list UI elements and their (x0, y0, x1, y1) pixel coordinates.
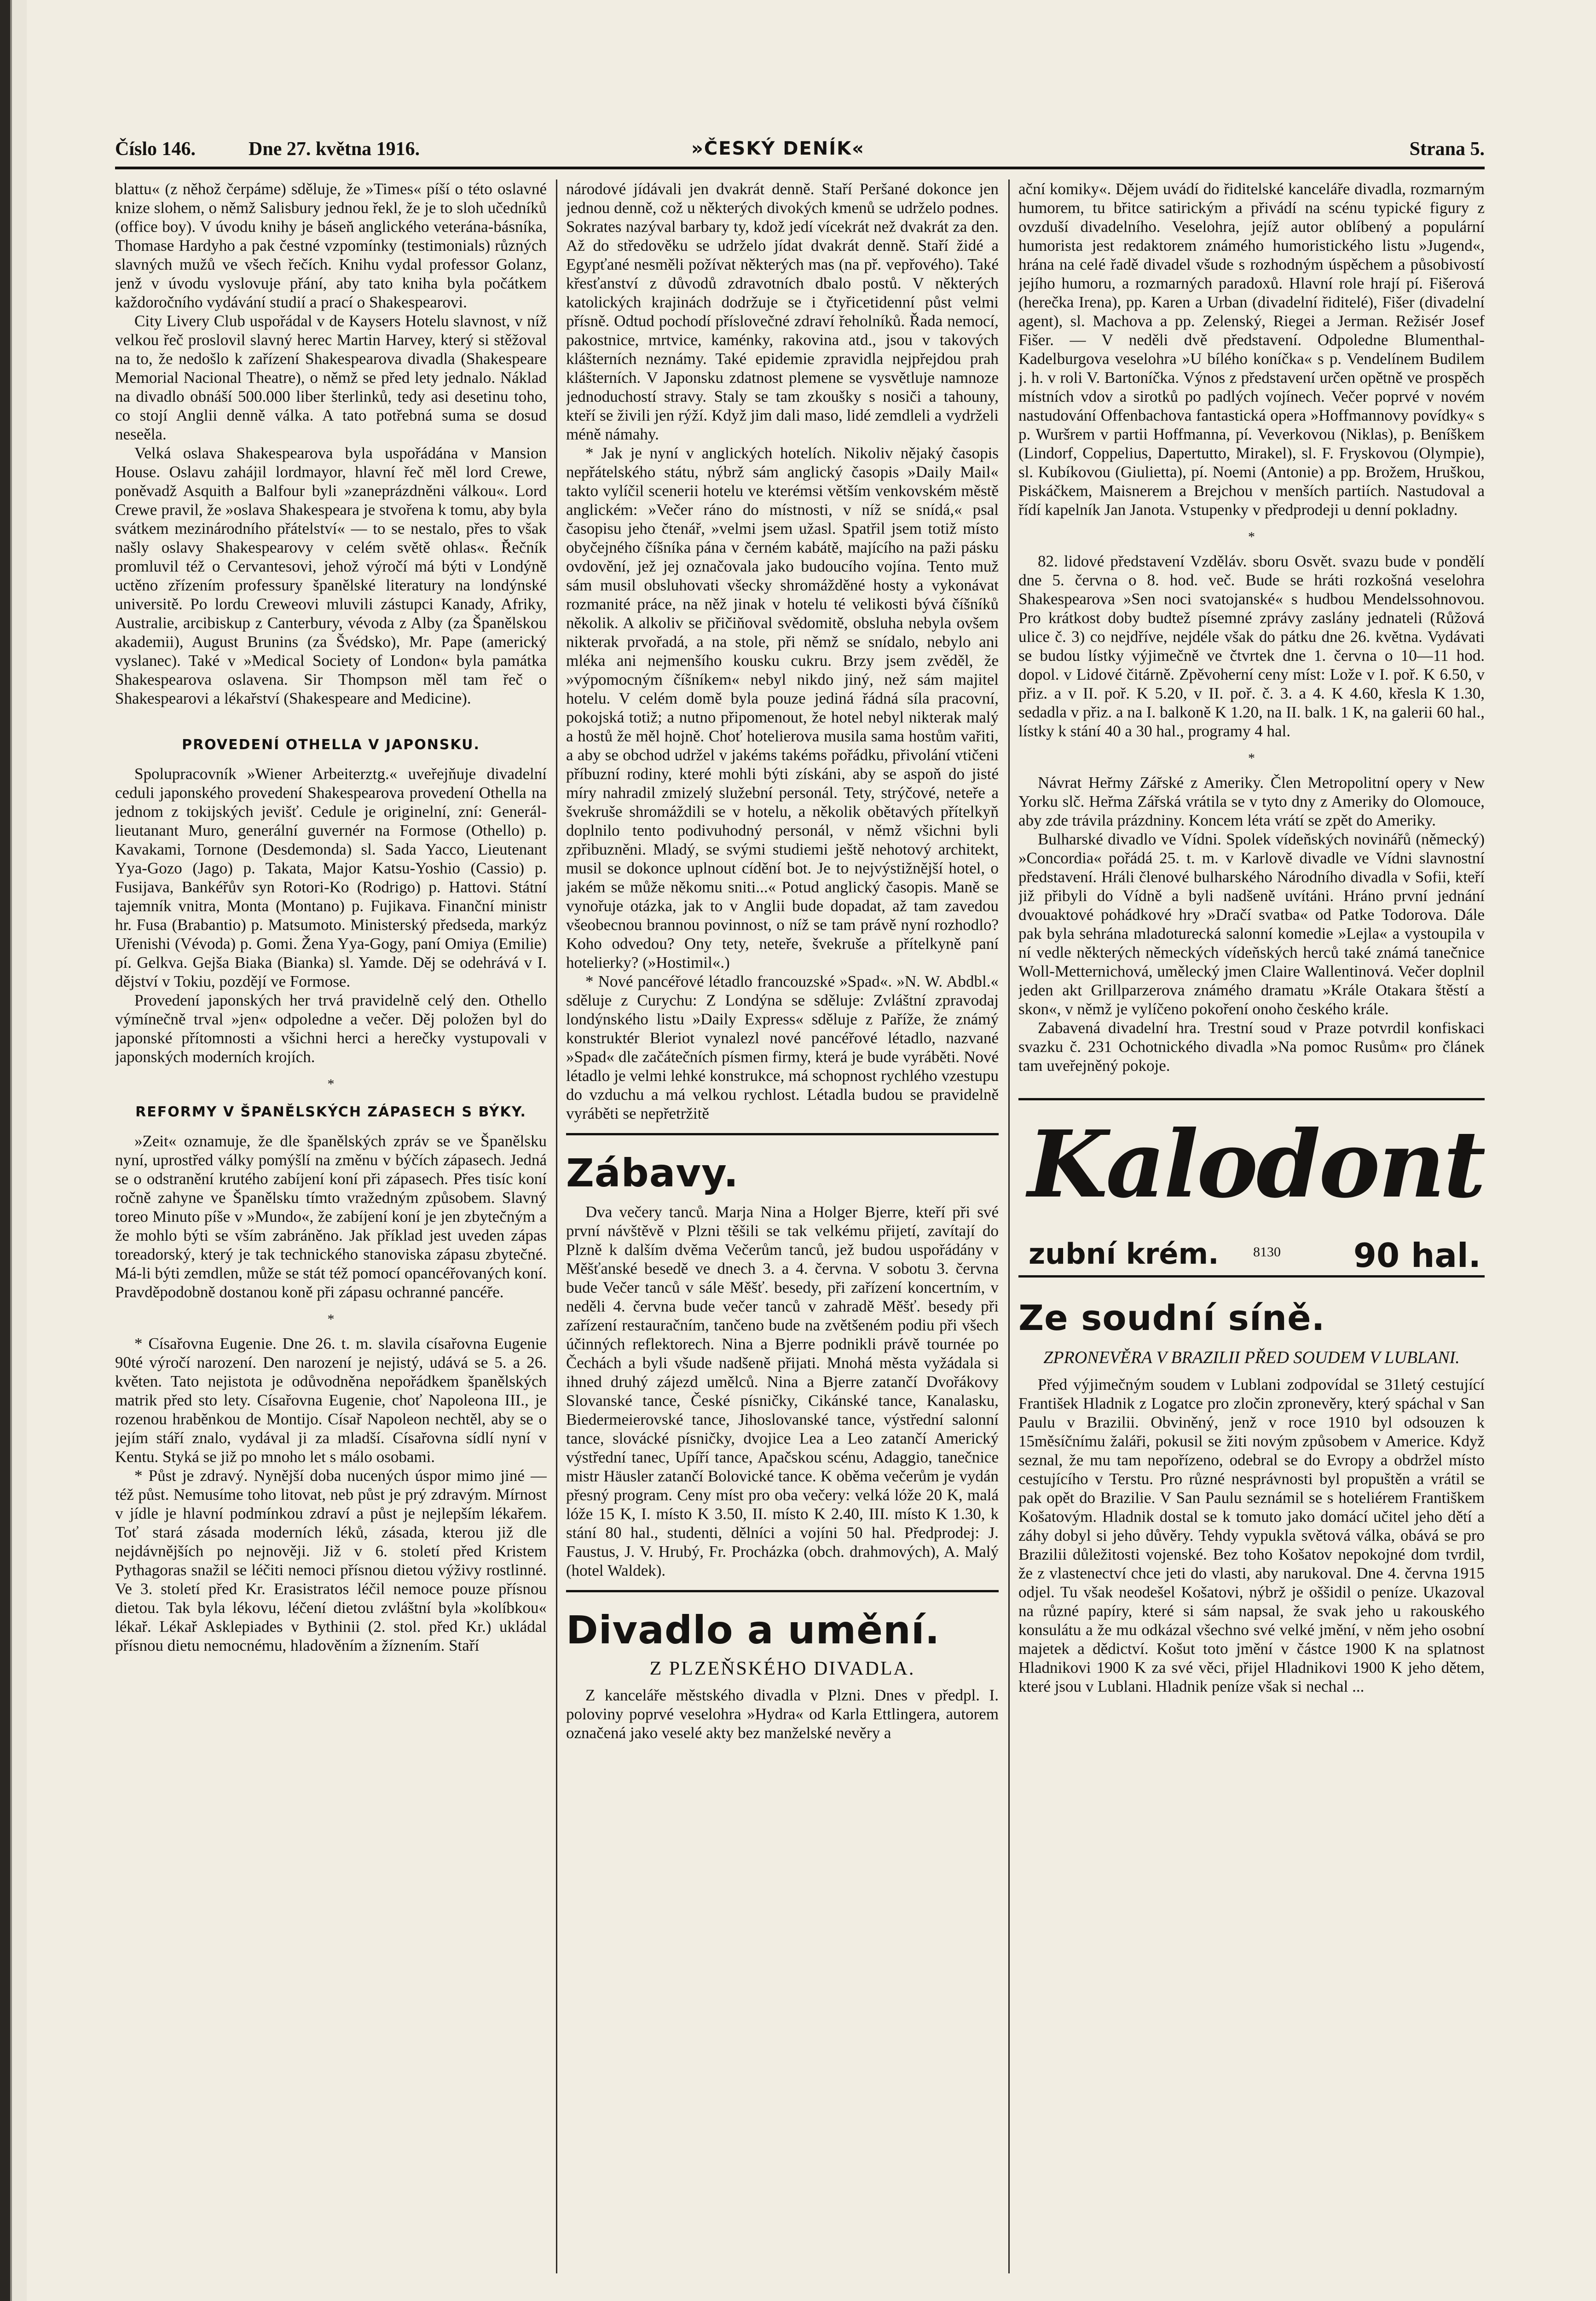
section-heading: PROVEDENÍ OTHELLA V JAPONSKU. (182, 737, 480, 753)
scan-edge (0, 0, 27, 2301)
section-heading-divadlo: Divadlo a umění. (566, 1607, 940, 1653)
article-text: ační komiky«. Dějem uvádí do řiditelské kanceláře divadla, rozmarným humorem, tu břitce satirickým a přivádí na scénu typické figury z ovzduší divadelního. Veselohra, jejíž autor oblíbený a populární humorista jest redaktorem známého humoristického listu »Jugend«, hrána na celé řadě divadel všude s rozhodným úspěchem a působivostí jejího humoru, a rozmarných paradoxů. Hlavní role hrají pí. Fišerová (herečka Irena), pp. Karen a Urban (divadelní řiditelé), Fišer (divadelní agent), sl. Machova a pp. Zelenský, Riegei a Jerman. Režisér Josef Fišer. — V neděli dvě představení. Odpoledne Blumenthal-Kadelburgova veselohra »U bílého koníčka« s p. Vendelínem Budilem j. h. v roli V. Bartoníčka. Výnos z představení určen opětně ve prospěch místních vdov a sirotků po padlých vojínech. Večer poprvé v novém nastudování Offenbachova fantastická opera »Hoffmannovy povídky« s p. Wuršrem v partii Hoffmanna, pí. Veverkovou (Niklas), p. Beníškem (Lindorf, Coppelius, Dapertutto, Mirakel), sl. F. Fryskovou (Olympie), sl. Kubíkovou (Giulietta), pí. Noemi (Antonie) a pp. Brožem, Hruškou, Piskáčkem, Maisnerem a Brejchou v menších partiích. Nastudoval a řídí kapelník Jan Janota. Vstupenky v předprodeji u denní pokladny. (1018, 180, 1485, 519)
section-rule (566, 1590, 999, 1592)
article-text: * Jak je nyní v anglických hotelích. Nikoliv nějaký časopis nepřátelského státu, nýbrž sám anglický časopis »Daily Mail« takto vylíčil scenerii hotelu ve kterémsi větším venkovském městě anglickém: »Večer ráno do místnosti, v níž se snídá,« psal časopisu jeho čtenář, »velmi jsem užasl. Spatřil jsem totiž místo obyčejného číšníka pána v černém kabátě, majícího na paži pásku ovdovění, jež jej označovala jako budoucího vojína. Tento muž sám musil obsluhovati všecky shromážděné hosty a vykonávat rozmanité práce, na něž jinak v hotelu té velikosti bývá číšníků několik. A alkoliv se přičiňoval svědomitě, obsluha nebyla ovšem nikterak prvořadá, a na stole, při němž se snídalo, nebylo ani mléka ani nejmenšího kousku cukru. Brzy jsem zvěděl, že »výpomocným číšníkem« nebyl nikdo jiný, než sám majitel hotelu. V celém domě byla pouze jediná řádná síla pracovní, pokojská totiž; a nutno připomenout, že hotel nebyl nikterak malý a hostů že měl hojně. Choť hotelierova musila sama hostům vařiti, a aby se obchod udržel v jakéms takéms pořádku, přivolání vtičeni příbuzní rodiny, které mohli býti získáni, aby se aspoň do jisté míry nahradil zmizelý služební personál. Tety, strýčové, neteře a švekruše shromáždili se v hotelu, a několik obětavých přítelkyň doplnilo tento podivuhodný personál, v němž všichni byli zpřibuzněni. Mladý, se svými studiemi ještě nehotový architekt, musil se dokonce uplnout cídění bot. Je to nejvýstižnější hotel, o jakém se může někomu sniti...« Potud anglický časopis. Maně se vynořuje otázka, jak to v Anglii bude dopadat, až tam zavedou všeobecnou brannou povinnost, o níž se tam právě nyní rozhodlo? Koho odvedou? Ony tety, neteře, švekruše a přítelkyně paní hotelierky? (»Hostimil«.) (566, 444, 999, 971)
article-text: Návrat Heřmy Zářské z Ameriky. Člen Metropolitní opery v New Yorku slč. Heřma Zářská vrátila se v tyto dny z Ameriky do Olomouce, aby zde trávila prázdniny. Koncem léta vrátí se zpět do Ameriky. (1018, 774, 1485, 829)
section-subheading: Z PLZEŇSKÉHO DIVADLA. (649, 1658, 915, 1679)
separator-star: * (1248, 751, 1255, 766)
ad-product-name: zubní krém. (1029, 1237, 1219, 1271)
article-text: 82. lidové představení Vzděláv. sboru Osvět. svazu bude v pondělí dne 5. června o 8. hod. več. Bude se hráti rozkošná veselohra Shakespearova »Sen noci svatojanské« s hudbou Mendelssohnovou. Pro krátkost doby budtež písemné zprávy zaslány jednateli (Růžová ulice č. 3) co nejdříve, nejdéle však do pátku dne 26. května. Vydávati se budou lístky výjimečně ve čtvrtek dne 1. června o 10—11 hod. dopol. v Lidové čitárně. Zpěvoherní ceny míst: Lože v I. poř. K 6.50, v přiz. a v II. poř. K 5.20, v II. poř. č. 3. a 4. K 4.60, křesla K 1.30, sedadla v přiz. a na I. balkoně K 1.20, na II. balk. 1 K, na galerii 60 hal., lístky k stání 40 a 30 hal., programy 4 hal. (1018, 552, 1485, 740)
newspaper-title: »ČESKÝ DENÍK« (691, 138, 865, 159)
separator-star: * (327, 1312, 335, 1327)
article-text: Před výjimečným soudem v Lublani zodpovídal se 31letý cestující František Hladnik z Logatce pro zločin zpronevěry, který spáchal v San Paulu v Brazilii. Obviněný, jenž v roce 1910 byl odsouzen k 15měsíčnímu žaláři, pokusil se žiti novým způsobem v Americe. Když seznal, že mu tam nepořízeno, odebral se do Evropy a obdržel místo cestujícího v Terstu. Pro různé nesprávnosti byl propuštěn a vrátil se pak opět do Brazilie. V San Paulu seznámil se s hoteliérem Františkem Košatovým. Hladnik dostal se k tomuto jako domácí učitel jeho dětí a záhy dobyl si jeho důvěry. Tehdy vypukla světová válka, obává se pro Brazilii důležitosti vojenské. Bez toho Košatov nepokojné dom tvrdil, že z vlastenectví chce jeti do vlasti, aby narukoval. Dne 4. června 1915 odjel. Tu však neodešel Košatovi, nýbrž je oššidil o peníze. Ukazoval na různé papíry, které si sám napsal, že svak jeho u rakouského konsulátu a že mu odkázal všechno své velké jmění, v něm jeho osobní majetek a dědictví. Košut toto jmění v částce 1900 K na splatnost Hladnikovi 1900 K za své věci, přijel Hladnikovi 1900 K jeho dětem, které jsou v Lublani. Hladnik peníze však si nechal ... (1018, 1376, 1485, 1695)
section-heading: REFORMY V ŠPANĚLSKÝCH ZÁPASECH S BÝKY. (135, 1104, 526, 1120)
issue-date: Dne 27. května 1916. (249, 139, 420, 160)
article-text: blattu« (z něhož čerpáme) sděluje, že »Times« píší o této oslavné knize slohem, o němž Salisbury jednou řekl, že je to sloh učedníků (office boy). V úvodu knihy je báseň anglického veterána-básníka, Thomase Hardyho a pak čestné vzpomínky (testimonials) různých slavných mužů ve všech řečích. Knihu vydal professor Golanz, jenž v úvodu vyslovuje přání, aby tato kniha byla počátkem každoročního vydávání studií a prací o Shakespearovi. (115, 180, 547, 311)
column-divider-2 (1008, 179, 1010, 2273)
ad-brand-logo: Kalodont (1028, 1110, 1484, 1219)
column-divider-1 (556, 179, 557, 2273)
ad-code: 8130 (1253, 1244, 1281, 1260)
column-2 (566, 179, 999, 2273)
column-3 (1018, 179, 1485, 2273)
article-text: Zabavená divadelní hra. Trestní soud v Praze potvrdil konfiskaci svazku č. 231 Ochotnického divadla »Na pomoc Rusům« pro článek tam uveřejněný pokoje. (1018, 1019, 1485, 1075)
section-rule (566, 1133, 999, 1135)
article-text: Spolupracovník »Wiener Arbeiterztg.« uveřejňuje divadelní ceduli japonského provedení Shakespearova provedení Othella na jednom z tokijských jevišť. Cedule je originelní, zní: Generál-lieutanant Muro, generální guvernér na Formose (Othello) p. Kavakami, Tornone (Desdemonda) sl. Sada Yacco, Lieutenant Yya-Gozo (Jago) p. Takata, Major Katsu-Yoshio (Cassio) p. Fusijava, Bankéřův syn Rotori-Ko (Rodrigo) p. Hattovi. Státní tajemník vnitra, Monta (Montano) p. Fujikava. Finanční ministr hr. Fusa (Brabantio) p. Matsumoto. Ministerský předseda, markýz Uřenishi (Vévoda) p. Gomi. Žena Yya-Gogy, paní Omiya (Emilie) pí. Gelkva. Gejša Biaka (Bianka) sl. Yamde. Děj se odehrává v I. dějství v Tokiu, pozdějí ve Formose. (115, 765, 547, 990)
article-text: národové jídávali jen dvakrát denně. Staří Peršané dokonce jen jednou denně, což u některých divokých kmenů se udrželo podnes. Sokrates nazýval barbary ty, kdož jedí vícekrát než dvakrát za den. Až do středověku se udrželo jídat dvakrát denně. Staří židé a Egypťané nesměli požívat některých mas (na př. vepřového). Také křesťanství z důvodů zdravotních dbalo postů. V některých katolických krajinách dodržuje se i čtyřicetidenní půst velmi přísně. Odtud pochodí příslovečné zdraví řeholníků. Řada nemocí, pakostnice, mrtvice, kaménky, rakovina atd., jsou v takových klášterních neznámy. Také epidemie zpravidla nejpřejdou prah klášterních. V Japonsku zdatnost plemene se vysvětluje namnoze jednoduchostí stravy. Staly se tam zkoušky s nosiči a tahouny, kteří se živili jen rýží. Když jim dali maso, lidé zemdleli a vydrželi méně námahy. (566, 180, 999, 443)
article-text: Provedení japonských her trvá pravidelně celý den. Othello výmínečně trval »jen« odpoledne a večer. Děj položen byl do japonské přítomnosti a všichni herci a herečky vystupovali v japonských moderních krojích. (115, 991, 547, 1066)
section-subheading: ZPRONEVĚRA V BRAZILII PŘED SOUDEM V LUBLANI. (1043, 1348, 1460, 1367)
article-text: Velká oslava Shakespearova byla uspořádána v Mansion House. Oslavu zahájil lordmayor, hlavní řeč měl lord Crewe, poněvadž Asquith a Balfour byli »zaneprázdněni válkou«. Lord Crewe pravil, že »oslava Shakespeara je stvořena k tomu, aby byla svátkem mezinárodního přátelství« — to se nestalo, přes to však našly oslavy Shakespearovy v celém světě ohlas«. Řečník promluvil též o Cervantesovi, jehož výročí má býti v Londýně uctěno zřízením professury španělské literatury na londýnské universitě. Po lordu Creweovi mluvili zástupci Kanady, Afriky, Australie, arcibiskup z Canterbury, vévoda z Alby (za Španělskou akademii), August Brunins (za Švédsko), Mr. Pape (americký vyslanec). Také v »Medical Society of London« byla památka Shakespearova oslavena. Sir Thompson měl tam řeč o Shakespearovi a lékařství (Shakespeare and Medicine). (115, 444, 547, 707)
article-text: Bulharské divadlo ve Vídni. Spolek vídeňských novinářů (německý) »Concordia« pořádá 25. t. m. v Karlově divadle ve Vídni slavnostní představení. Hráli členové bulharského Národního divadla v Sofii, kteří již přibyli do Vídně a byli nadšeně uvítáni. Hráno první jednání dvouaktové pohádkové hry »Dračí svatba« od Patke Todorova. Dále pak byla sehrána mladoturecká salonní komedie »Lejla« a vystoupila v ní vedle některých německých vídeňských herců také známá tanečnice Woll-Metternichová, umělecký jmen Claire Wallentinová. Večer doplnil jeden akt Grillparzerova známého dramatu »Krále Otakara štěstí a skon«, v němž je vylíčeno pokoření onoho českého krále. (1018, 830, 1485, 1018)
separator-star: * (327, 1076, 335, 1092)
article-text: * Půst je zdravý. Nynější doba nucených úspor mimo jiné — též půst. Nemusíme toho litovat, neb půst je prý zdravým. Mírnost v jídle je hlavní podmínkou zdraví a půst je nejlepším lékařem. Toť stará zásada moderních léků, zásada, kterou již dle nejdávnějších po nejnověji. Již v 6. století před Kristem Pythagoras snažil se léčiti nemoci přísnou dietou výživy rostlinné. Ve 3. století před Kr. Erasistratos léčil nemoce pouze přísnou dietou. Tak byla lékovu, léčení dietou zvláštní byla »kolíbkou« lékař. Lékař Asklepiades v Bythinii (2. stol. před Kr.) ukládal přísnou dietu nemocnému, hladověním a žíznením. Staří (115, 1467, 547, 1654)
article-text: »Zeit« oznamuje, že dle španělských zpráv se ve Španělsku nyní, uprostřed války pomýšlí na změnu v býčích zápasech. Jedná se o odstranění krutého zabíjení koní při zápasech. Přes tisíc koní ročně zahyne ve Španělsku tímto vražedným způsobem. Slavný toreo Minuto píše v »Mundo«, že zabíjení koní je jen zbytečným a že mohlo býti se vším zabráněno. Jak příklad jest uveden zápas toreadorský, který je tak technického stanoviska zápasu zbytečné. Má-li býti zemdlen, může se stát též pomocí opancéřovaných koní. Pravděpodobně dostanou koně při zápasu ochranné pancéře. (115, 1132, 547, 1301)
article-text: Z kanceláře městského divadla v Plzni. Dnes v předpl. I. poloviny poprvé veselohra »Hydra« od Karla Ettlingera, autorem označená jako veselé akty bez manželské nevěry a (566, 1686, 999, 1742)
header-rule (115, 167, 1485, 169)
kalodont-advertisement (1018, 1098, 1485, 1278)
section-heading-soud: Ze soudní síně. (1018, 1297, 1325, 1338)
column-1 (115, 179, 547, 2273)
page-header (115, 138, 1485, 166)
separator-star: * (1248, 529, 1255, 544)
article-text: * Nové pancéřové létadlo francouzské »Spad«. »N. W. Abdbl.« sděluje z Curychu: Z Londýna se sděluje: Zvláštní zpravodaj londýnského listu »Daily Express« sděluje z Paříže, že známý konstruktér Bleriot vynalezl nové pancéřové létadlo, nazvané »Spad« dle začátečních písmen firmy, která je bude vyráběti. Nové létadlo je velmi lehké konstrukce, má schopnost rychlého vzestupu do vzduchu a má velkou rychlost. Létadla budou se pravidelně vyráběti se nepřetržitě (566, 972, 999, 1122)
section-heading-zabavy: Zábavy. (566, 1150, 739, 1196)
article-text: Dva večery tanců. Marja Nina a Holger Bjerre, kteří při své první návštěvě v Plzni těšili se tak velkému přijetí, zavítají do Plzně k dalším dvěma Večerům tanců, jež budou uspořádány v Měšťanské besedě ve dnech 3. a 4. června. V sobotu 3. června bude Večer tanců v sále Měšť. besedy, při zařízení koncertním, v neděli 4. června bude večer tanců v zahradě Měšť. besedy při zařízení restauračním, tančeno bude na zvětšeném podiu při všech účinných reflektorech. Nina a Bjerre podnikli právě tournée po Čechách a byli všude nadšeně přijati. Mnohá města vyžádala si ihned druhý zájezd umělců. Nina a Bjerre zatančí Dvořákovy Slovanské tance, České písničky, Cikánské tance, Kanalasku, Biedermeierovské tance, Jihoslovanské tance, výstřední salonní tance, slovácké písničky, dvojice Lea a Leo zatančí Americký výstřední tanec, Upíří tance, Apačskou scénu, Adaggio, tanečnice mistr Häusler zatančí Bolovické tance. K oběma večerům je vydán přesný program. Ceny míst pro oba večery: velká lóže 20 K, malá lóže 15 K, I. místo K 3.50, II. místo K 2.40, III. místo K 1.30, k stání 80 hal., studenti, dělníci a vojíni 50 hal. Předprodej: J. Faustus, J. V. Hrubý, Fr. Procházka (obch. drahmových), A. Malý (hotel Waldek). (566, 1203, 999, 1579)
ad-price: 90 hal. (1353, 1236, 1481, 1275)
page-number: Strana 5. (1409, 139, 1485, 160)
article-text: * Císařovna Eugenie. Dne 26. t. m. slavila císařovna Eugenie 90té výročí narození. Den narození je nejistý, udává se 5. a 26. květen. Tato nejistota je odůvodněna nepořádkem španělských matrik před sto lety. Císařovna Eugenie, choť Napoleona III., je rozenou hraběnkou de Montijo. Císař Napoleon nechtěl, aby se o jejím stáří znalo, vydával ji za mladší. Císařovna sídlí nyní v Kentu. Styká se již po mnoho let s málo osobami. (115, 1335, 547, 1466)
article-text: City Livery Club uspořádal v de Kaysers Hotelu slavnost, v níž velkou řeč proslovil slavný herec Martin Harvey, který si stěžoval na to, že nedošlo k zařízení Shakespearova divadla (Shakespeare Memorial Nacional Theatre), o němž se před lety jednalo. Náklad na divadlo obnáší 500.000 liber šterlinků, tedy asi desetinu toho, co stojí Anglii denně válka. A tato potřebná suma se dosud neseěla. (115, 312, 547, 443)
issue-number: Číslo 146. (115, 139, 196, 160)
